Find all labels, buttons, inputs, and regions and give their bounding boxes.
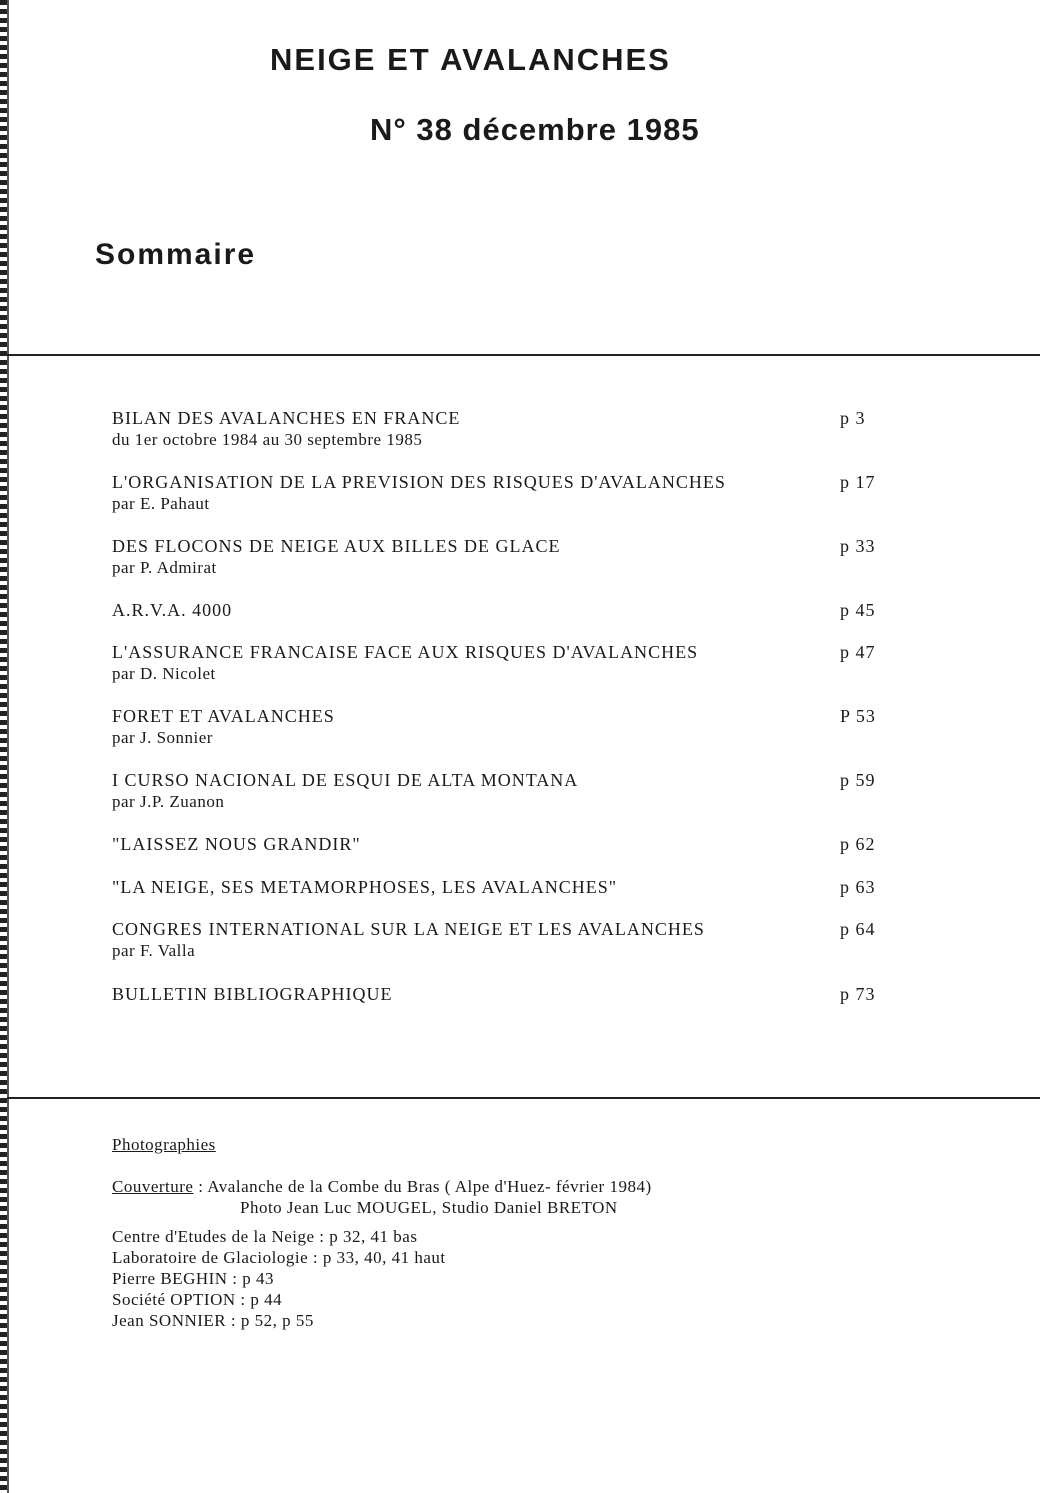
toc-entry bbox=[112, 983, 912, 1013]
toc-entry bbox=[112, 599, 912, 641]
toc-author: par P. Admirat bbox=[112, 558, 217, 577]
cover-photographer: Photo Jean Luc MOUGEL, Studio Daniel BRETON bbox=[240, 1198, 618, 1217]
cover-caption: Avalanche de la Combe du Bras ( Alpe d'Huez- février 1984) bbox=[207, 1177, 652, 1196]
cover-credit bbox=[112, 1176, 912, 1197]
binding-shadow bbox=[7, 0, 9, 1493]
toc-title: BILAN DES AVALANCHES EN FRANCE bbox=[112, 408, 461, 428]
credit-line: Jean SONNIER : p 52, p 55 bbox=[112, 1311, 314, 1330]
toc-author: par E. Pahaut bbox=[112, 494, 210, 513]
toc-author: par F. Valla bbox=[112, 941, 196, 960]
toc-title: "LA NEIGE, SES METAMORPHOSES, LES AVALANCHES" bbox=[112, 877, 618, 897]
credit-line: Société OPTION : p 44 bbox=[112, 1290, 283, 1309]
toc-entry bbox=[112, 769, 912, 833]
toc-page: p 45 bbox=[840, 600, 876, 620]
toc-page: p 47 bbox=[840, 642, 876, 662]
top-divider bbox=[7, 354, 1040, 356]
toc-page: p 17 bbox=[840, 472, 876, 492]
toc-entry bbox=[112, 876, 912, 918]
toc-page: p 64 bbox=[840, 919, 876, 939]
toc-page: p 63 bbox=[840, 877, 876, 897]
toc-page: p 62 bbox=[840, 834, 876, 854]
issue-line bbox=[370, 112, 930, 148]
toc-title: BULLETIN BIBLIOGRAPHIQUE bbox=[112, 984, 393, 1004]
toc-page: p 73 bbox=[840, 984, 876, 1004]
credit-list bbox=[112, 1226, 912, 1331]
toc-title: L'ASSURANCE FRANCAISE FACE AUX RISQUES D'AVALANCHES bbox=[112, 642, 699, 662]
toc-title: I CURSO NACIONAL DE ESQUI DE ALTA MONTANA bbox=[112, 770, 579, 790]
toc-title: L'ORGANISATION DE LA PREVISION DES RISQUES D'AVALANCHES bbox=[112, 472, 726, 492]
summary-heading: Sommaire bbox=[95, 238, 257, 271]
credit-line: Centre d'Etudes de la Neige : p 32, 41 bas bbox=[112, 1227, 418, 1246]
toc-entry bbox=[112, 535, 912, 599]
toc-entry bbox=[112, 641, 912, 705]
cover-label: Couverture bbox=[112, 1177, 194, 1196]
photos-heading: Photographies bbox=[112, 1135, 216, 1154]
toc-title: A.R.V.A. 4000 bbox=[112, 600, 233, 620]
toc-author: par D. Nicolet bbox=[112, 664, 216, 683]
toc-page: p 59 bbox=[840, 770, 876, 790]
toc-page: p 3 bbox=[840, 408, 866, 428]
credit-line: Laboratoire de Glaciologie : p 33, 40, 41 haut bbox=[112, 1248, 446, 1267]
toc-title: "LAISSEZ NOUS GRANDIR" bbox=[112, 834, 361, 854]
toc-author: par J. Sonnier bbox=[112, 728, 213, 747]
toc-page: p 33 bbox=[840, 536, 876, 556]
photo-credits bbox=[112, 1134, 912, 1331]
issue-date: décembre 1985 bbox=[462, 112, 700, 147]
issue-number: N° 38 bbox=[370, 112, 453, 147]
toc-entry bbox=[112, 918, 912, 983]
toc-subtitle: du 1er octobre 1984 au 30 septembre 1985 bbox=[112, 430, 423, 449]
toc-title: DES FLOCONS DE NEIGE AUX BILLES DE GLACE bbox=[112, 536, 561, 556]
toc-entry bbox=[112, 833, 912, 876]
toc-entry bbox=[112, 407, 912, 471]
toc-entry bbox=[112, 471, 912, 535]
toc-entry bbox=[112, 705, 912, 769]
bottom-divider bbox=[7, 1097, 1040, 1099]
toc-title: FORET ET AVALANCHES bbox=[112, 706, 335, 726]
toc-page: P 53 bbox=[840, 706, 876, 726]
toc-title: CONGRES INTERNATIONAL SUR LA NEIGE ET LES AVALANCHES bbox=[112, 919, 705, 939]
publication-title: NEIGE ET AVALANCHES bbox=[270, 42, 671, 77]
binding-edge bbox=[0, 0, 7, 1493]
credit-line: Pierre BEGHIN : p 43 bbox=[112, 1269, 275, 1288]
toc-author: par J.P. Zuanon bbox=[112, 792, 225, 811]
table-of-contents bbox=[112, 407, 912, 1013]
cover-separator: : bbox=[193, 1177, 208, 1196]
